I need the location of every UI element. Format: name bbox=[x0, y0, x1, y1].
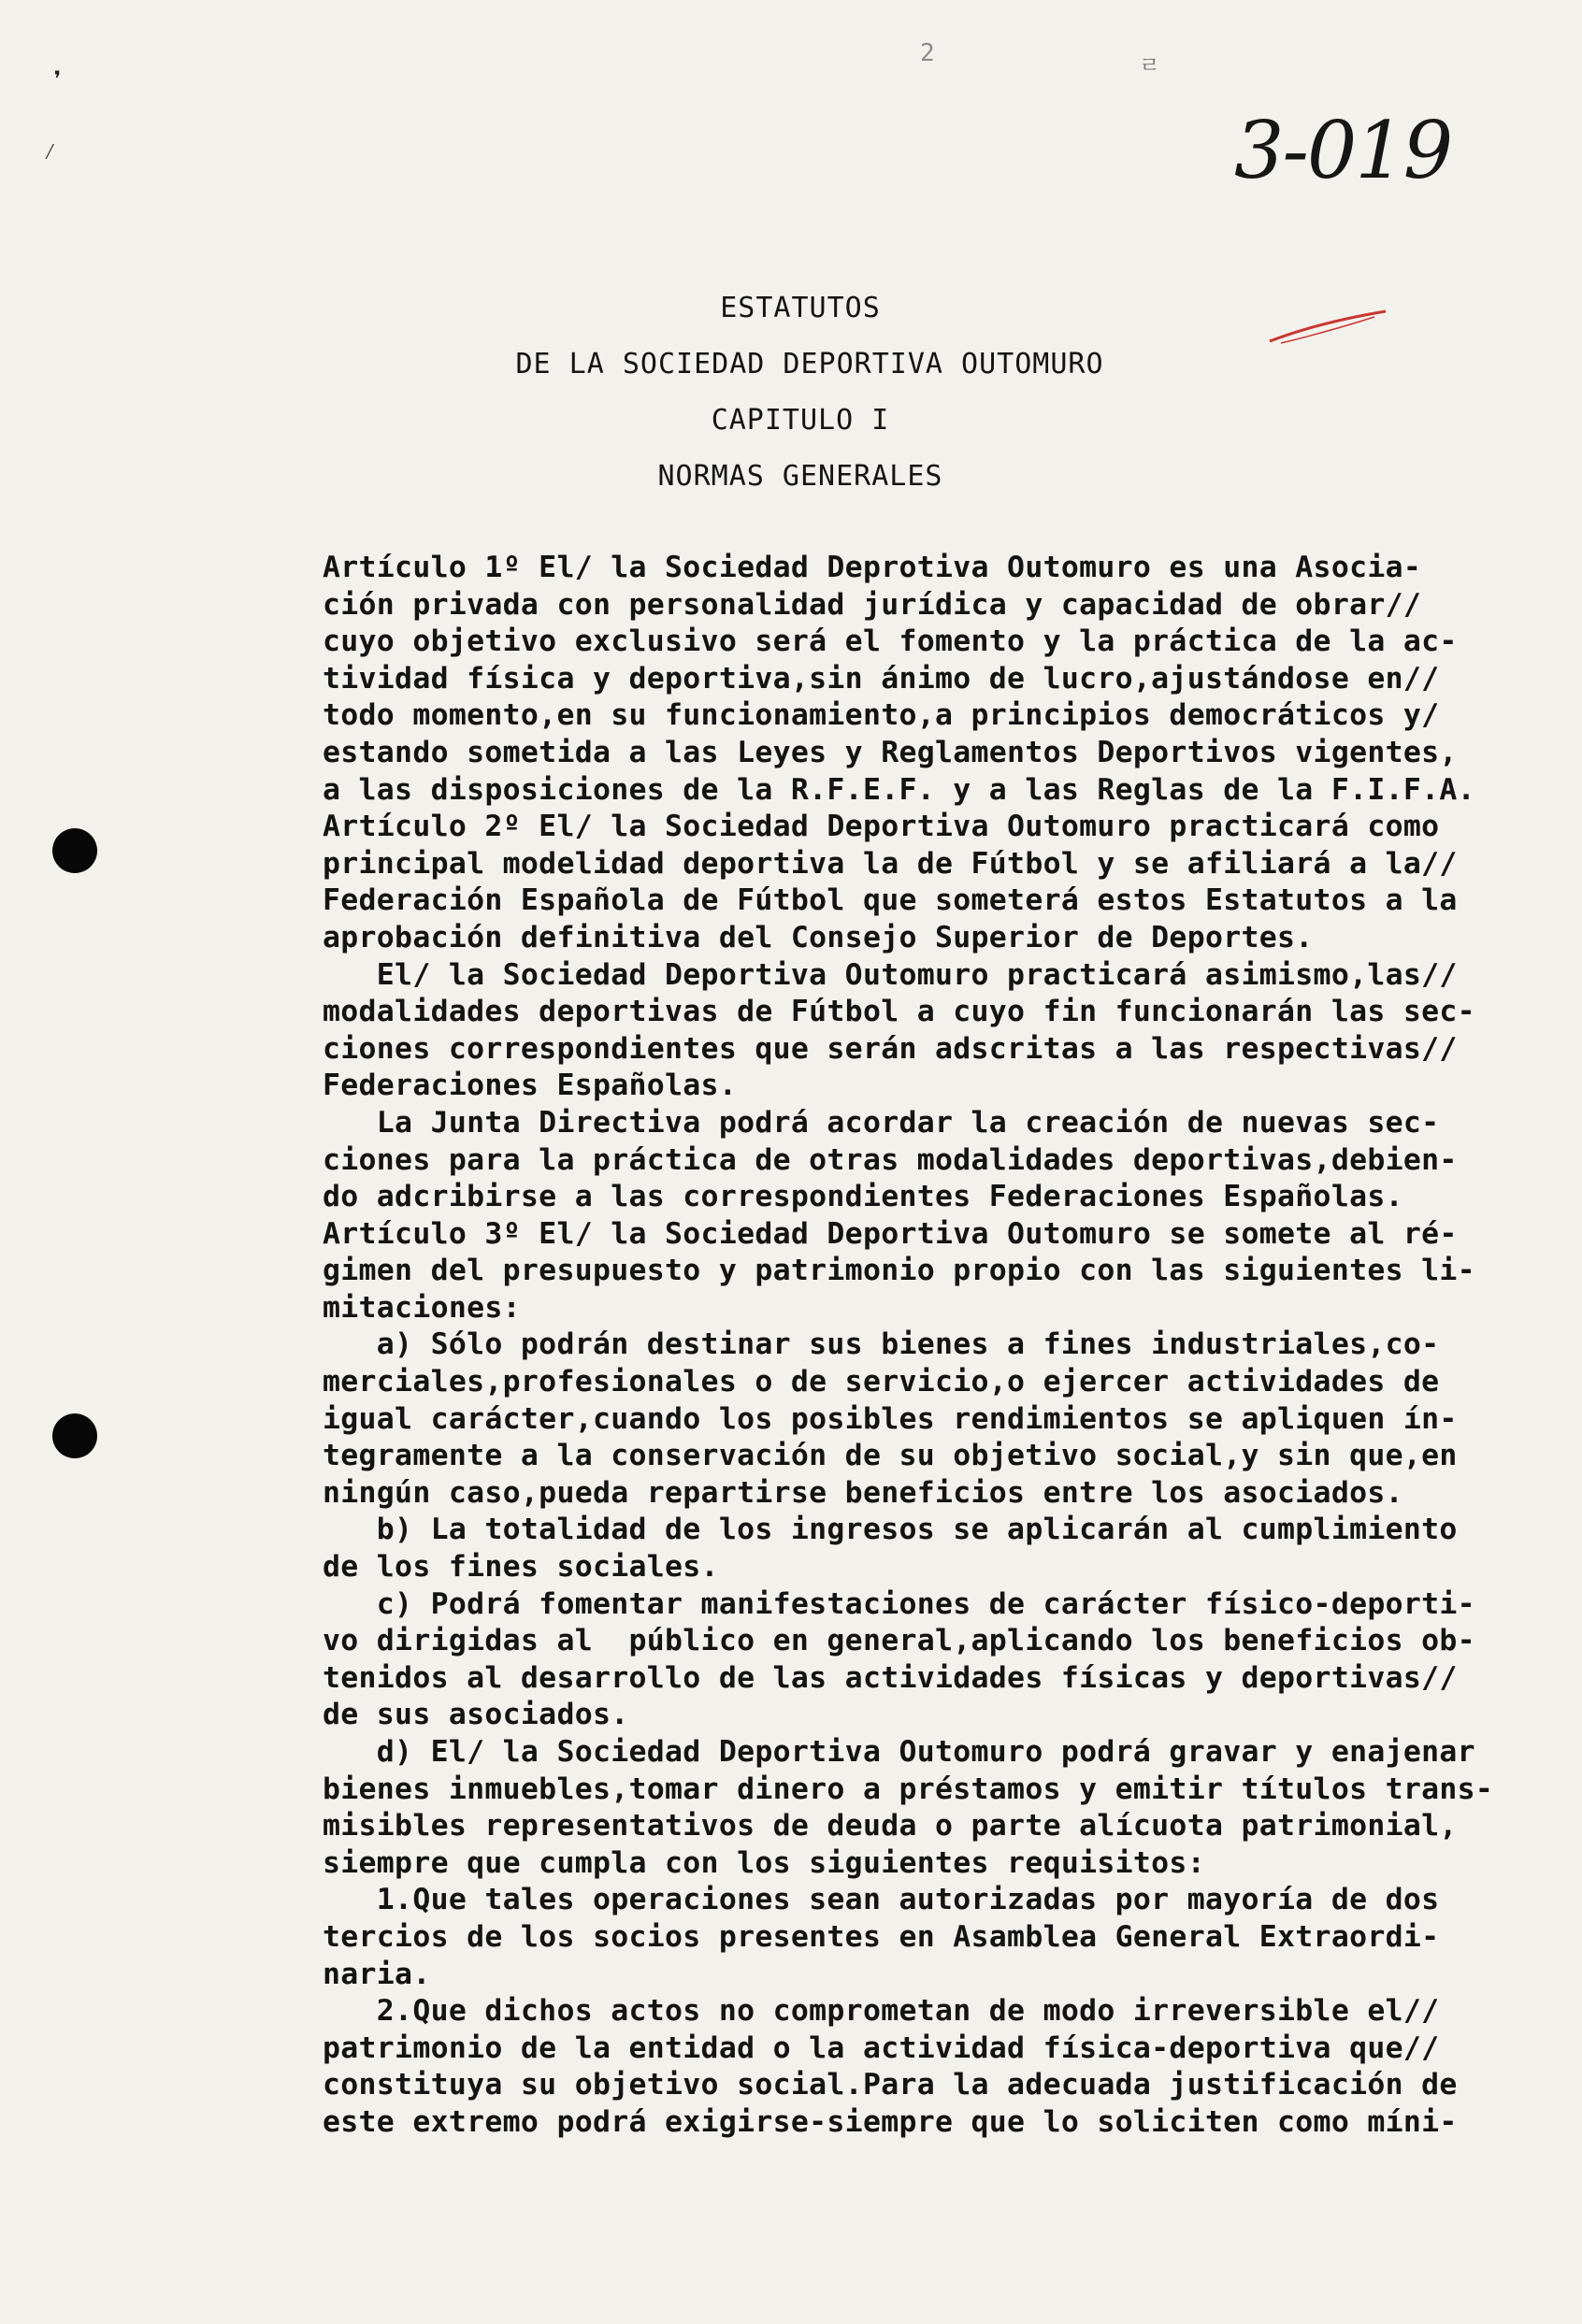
text-line: merciales,profesionales o de servicio,o ejercer actividades de bbox=[323, 1365, 1440, 1399]
text-line: a las disposiciones de la R.F.E.F. y a las Reglas de la F.I.F.A. bbox=[323, 772, 1475, 807]
margin-mark-icon: ❜ bbox=[49, 65, 66, 98]
text-line: vo dirigidas al público en general,aplicando los beneficios ob- bbox=[323, 1624, 1475, 1658]
text-line: ciones para la práctica de otras modalidades deportivas,debien- bbox=[323, 1142, 1458, 1177]
page-number: 2 bbox=[920, 39, 935, 67]
text-line: Artículo 1º El/ la Sociedad Deprotiva Outomuro es una Asocia- bbox=[323, 551, 1422, 584]
document-subtitle: DE LA SOCIEDAD DEPORTIVA OUTOMURO bbox=[515, 348, 1104, 380]
text-line: principal modelidad deportiva la de Fútbol y se afiliará a la// bbox=[323, 846, 1458, 881]
text-line: ciones correspondientes que serán adscritas a las respectivas// bbox=[323, 1031, 1458, 1066]
text-line: estando sometida a las Leyes y Reglamentos Deportivos vigentes, bbox=[323, 735, 1458, 769]
text-line: d) El/ la Sociedad Deportiva Outomuro podrá gravar y enajenar bbox=[323, 1735, 1475, 1769]
chapter-number: CAPITULO I bbox=[711, 404, 890, 437]
text-line: aprobación definitiva del Consejo Superior de Deportes. bbox=[323, 920, 1314, 954]
text-line: de los fines sociales. bbox=[323, 1550, 719, 1585]
text-line: ción privada con personalidad jurídica y capacidad de obrar// bbox=[323, 587, 1422, 622]
text-line: mitaciones: bbox=[323, 1290, 521, 1325]
text-line: misibles representativos de deuda o parte alícuota patrimonial, bbox=[323, 1809, 1458, 1843]
text-line: Artículo 3º El/ la Sociedad Deportiva Outomuro se somete al ré- bbox=[323, 1216, 1458, 1251]
chapter-name: NORMAS GENERALES bbox=[657, 460, 943, 493]
handwritten-number: 3-019 bbox=[1234, 105, 1452, 196]
text-line: modalidades deportivas de Fútbol a cuyo fin funcionarán las sec- bbox=[323, 995, 1475, 1029]
text-line: do adcribirse a las correspondientes Federaciones Españolas. bbox=[323, 1180, 1403, 1214]
text-line: Artículo 2º El/ la Sociedad Deportiva Outomuro practicará como bbox=[323, 810, 1440, 844]
text-line: Federación Española de Fútbol que someterá estos Estatutos a la bbox=[323, 883, 1458, 918]
text-line: La Junta Directiva podrá acordar la creación de nuevas sec- bbox=[323, 1105, 1440, 1140]
text-line: de sus asociados. bbox=[323, 1698, 629, 1732]
text-line: este extremo podrá exigirse-siempre que lo soliciten como míni- bbox=[323, 2104, 1458, 2139]
text-line: El/ la Sociedad Deportiva Outomuro practicará asimismo,las// bbox=[323, 957, 1458, 992]
text-line: b) La totalidad de los ingresos se aplicarán al cumplimiento bbox=[323, 1513, 1458, 1547]
text-line: naria. bbox=[323, 1957, 431, 1991]
text-line: Federaciones Españolas. bbox=[323, 1069, 738, 1103]
text-line: 2.Que dichos actos no comprometan de modo irreversible el// bbox=[323, 1994, 1440, 2029]
text-line: tegramente a la conservación de su objetivo social,y sin que,en bbox=[323, 1439, 1458, 1473]
text-line: 1.Que tales operaciones sean autorizadas por mayoría de dos bbox=[323, 1883, 1440, 1917]
statute-body bbox=[323, 550, 1566, 2142]
text-line: bienes inmuebles,tomar dinero a préstamos y emitir títulos trans- bbox=[323, 1772, 1494, 1806]
text-line: c) Podrá fomentar manifestaciones de carácter físico-deporti- bbox=[323, 1586, 1475, 1621]
text-line: tividad física y deportiva,sin ánimo de lucro,ajustándose en// bbox=[323, 661, 1440, 696]
text-line: todo momento,en su funcionamiento,a principios democráticos y/ bbox=[323, 698, 1440, 733]
document-title: ESTATUTOS bbox=[720, 292, 881, 324]
text-line: siempre que cumpla con los siguientes requisitos: bbox=[323, 1845, 1205, 1880]
text-line: ningún caso,pueda repartirse beneficios entre los asociados. bbox=[323, 1475, 1403, 1510]
margin-mark-icon: ⁄ bbox=[43, 138, 57, 165]
margin-mark-icon: ㄹ bbox=[1139, 52, 1161, 79]
text-line: a) Sólo podrán destinar sus bienes a fines industriales,co- bbox=[323, 1327, 1440, 1362]
text-line: cuyo objetivo exclusivo será el fomento y la práctica de la ac- bbox=[323, 624, 1458, 659]
text-line: constituya su objetivo social.Para la adecuada justificación de bbox=[323, 2068, 1458, 2102]
punch-hole-bottom bbox=[52, 1413, 97, 1458]
text-line: tenidos al desarrollo de las actividades físicas y deportivas// bbox=[323, 1660, 1458, 1695]
text-line: igual carácter,cuando los posibles rendimientos se apliquen ín- bbox=[323, 1401, 1458, 1436]
text-line: gimen del presupuesto y patrimonio propio con las siguientes li- bbox=[323, 1254, 1475, 1288]
punch-hole-top bbox=[52, 828, 97, 873]
text-line: tercios de los socios presentes en Asamblea General Extraordi- bbox=[323, 1919, 1440, 1954]
text-line: patrimonio de la entidad o la actividad física-deportiva que// bbox=[323, 2030, 1440, 2065]
